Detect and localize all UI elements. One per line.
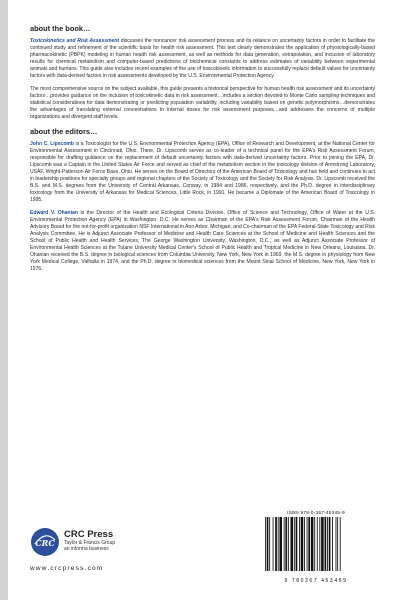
- barcode-bar: [301, 517, 304, 571]
- barcode-digits: 9 780367 453459: [284, 578, 348, 584]
- barcode-bar: [327, 517, 328, 571]
- book-title: Toxicokinetics and Risk Assessment: [30, 38, 120, 44]
- about-editors-heading: about the editors…: [30, 127, 98, 136]
- about-book-paragraph-2: The most comprehensive source on the subject available, this guide presents a historical perspective for human health risk assessment and its uncertainty factors…provides guidance on the inclusion of toxicokinetic data in risk assessment…includes a section devoted to Monte Carlo sampling techniques and statistical considerations for data demonstrating or predicting population variability, including variability based on genetic polymorphisms…demonstrates the advantages of translating external concentrations to internal doses for risk assessment purposes…and addresses the concerns of multiple organizations and divergent staff levels.: [30, 86, 375, 120]
- barcode-bar: [321, 517, 324, 571]
- back-cover-content: [30, 24, 375, 279]
- editor-1-bio-text: is a Toxicologist for the U.S. Environmental Protection Agency (EPA), Office of Research and Development, at the National Center for Environmental Assessment in Cincinnati, Ohio. There, Dr. Lipscomb serves as co-leader of a technical panel for the EPA's Risk Assessment Forum, responsible for drafting guidance on the replacement of default uncertainty factors with data-derived uncertainty factors. Prior to joining the EPA, Dr. Lipscomb was a Captain in the United States Air Force and served as chief of the metabolism section in the toxicology division of Armstrong Laboratory, USAF, Wright-Patterson Air Force Base, Ohio. He serves on the Board of Directors of the American Board of Toxicology and has held and continues to act in leadership positions for specialty groups and regional chapters of the Society of Toxicology and the Society for Risk Analysis. Dr. Lipscomb received the B.S. and M.S. degrees from the University of Central Arkansas, Conway, in 1984 and 1986, respectively, and the Ph.D. degree in interdisciplinary toxicology from the University of Arkansas for Medical Sciences, Little Rock, in 1991. He became a Diplomate of the American Board of Toxicology in 1995.: [30, 141, 375, 203]
- isbn-text: ISBN 978-0-367-45345-9: [287, 510, 345, 515]
- barcode-bar: [340, 517, 341, 571]
- crc-logo-icon: [30, 527, 60, 557]
- barcode-bar: [307, 517, 308, 571]
- editor-1-name: John C. Lipscomb: [30, 141, 74, 147]
- barcode-bar: [308, 517, 310, 571]
- barcode-bar: [299, 517, 300, 571]
- publisher-url: www.crcpress.com: [30, 565, 104, 572]
- barcode-bar: [294, 517, 295, 571]
- barcode-bar: [267, 517, 269, 571]
- editor-2-bio-text: is the Director of the Health and Ecological Criteria Division, Office of Science and Technology, Office of Water at the U.S. Environmental Protection Agency (EPA) in Washington, D.C. He serves as Chairman of the EPA's Risk Assessment Forum, Chairman of the Health Advisory Board for the not-for-profit organization NSF International in Ann Arbor, Michigan, and Co-chairman of the EPA Federal-State Toxicology and Risk Analysis Committee. He is Adjunct Associate Professor of Medicine and Health Care Sciences at the School of Medicine and Health Sciences and the School of Public Health and Health Services, The George Washington University, Washington, D.C., as well as Adjunct Associate Professor of Environmental Health Sciences at the Tulane University Medical Center's School of Public Health and Tropical Medicine in New Orleans, Louisiana. Dr. Ohanian received the B.S. degree in biological sciences from Columbia University, New York, New York in 1969, the M.S. degree in physiology from New York Medical College, Valhalla in 1974, and the Ph.D. degree in biomedical sciences from the Mount Sinai School of Medicine, New York, New York in 1976.: [30, 210, 376, 272]
- back-cover-footer: [30, 510, 375, 590]
- about-book-paragraph-1-text: discusses the noncancer risk assessment process and its reliance on uncertainty factors in order to facilitate the continued study and refinement of the scientific basis for health risk assessment. This text clearly demonstrates the application of physiologically-based pharmacokinetic (PBPK) modeling in human health risk assessment, as well as methods for data generation, extrapolation, and inclusion of laboratory results for chemical metabolism and computer-based predictions of biochemical constants to address estimates of variability between experimental animals and humans. This guide also includes recent examples of the use of toxicokinetic information to successfully replace default values for uncertainty factors with data-derived factors in risk assessments developed by the U.S. Environmental Protection Agency.: [30, 38, 375, 79]
- editor-1-bio: [30, 141, 375, 204]
- barcode-bars: [257, 515, 375, 573]
- barcode-bar: [288, 517, 289, 571]
- barcode-bar: [296, 517, 298, 571]
- barcode-bar: [336, 517, 337, 571]
- publisher-tagline: an informa business: [64, 546, 109, 552]
- barcode-bar: [325, 517, 327, 571]
- isbn-barcode: [257, 509, 375, 587]
- barcode-bar: [265, 517, 266, 571]
- barcode-bar: [337, 517, 338, 571]
- barcode-bar: [284, 517, 285, 571]
- barcode-bar: [319, 517, 320, 571]
- barcode-bar: [269, 517, 270, 571]
- publisher-group: Taylor & Francis Group: [64, 540, 116, 546]
- barcode-bar: [273, 517, 274, 571]
- barcode-bar: [291, 517, 294, 571]
- barcode-bar: [311, 517, 314, 571]
- publisher-name: CRC Press: [64, 529, 114, 540]
- barcode-bar: [332, 517, 333, 571]
- barcode-bar: [285, 517, 287, 571]
- barcode-bar: [304, 517, 305, 571]
- publisher-block: [64, 529, 115, 552]
- barcode-bar: [279, 517, 282, 571]
- side-bar: [0, 0, 8, 600]
- barcode-bar: [329, 517, 331, 571]
- about-book-heading: about the book…: [30, 24, 91, 33]
- crc-logo-text: CRC: [35, 538, 55, 548]
- barcode-bar: [317, 517, 318, 571]
- barcode-bar: [278, 517, 279, 571]
- about-book-paragraph-1: [30, 38, 375, 80]
- editor-2-name: Edward V. Ohanian: [30, 210, 78, 216]
- barcode-bar: [314, 517, 315, 571]
- editor-2-bio: [30, 210, 375, 273]
- barcode-bar: [275, 517, 277, 571]
